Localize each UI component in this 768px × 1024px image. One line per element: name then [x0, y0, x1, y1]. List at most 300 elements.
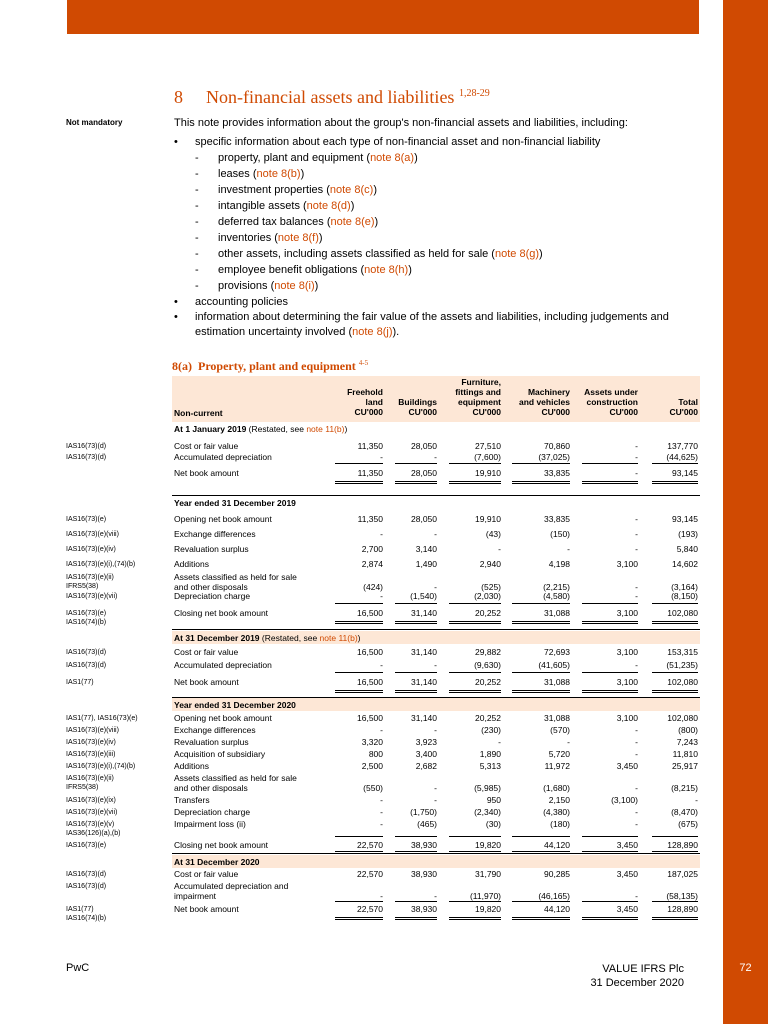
standard-reference: IAS16(73)(e)(iii)	[66, 751, 116, 758]
row-label: Cost or fair value	[174, 869, 239, 879]
rule-line	[449, 621, 501, 622]
table-cell: 31,140	[411, 713, 437, 723]
table-cell: (550)	[363, 783, 383, 793]
table-cell: -	[635, 749, 638, 759]
rule-line	[652, 621, 698, 622]
table-cell: 16,500	[357, 713, 383, 723]
standard-reference: IAS16(73)(d)	[66, 454, 107, 461]
table-cell: (230)	[481, 725, 501, 735]
rule-line	[652, 483, 698, 484]
table-cell: 31,140	[411, 608, 437, 618]
rule-line	[652, 463, 698, 464]
rule-line	[652, 603, 698, 604]
footer-left: PwC	[66, 962, 90, 974]
table-cell: (1,750)	[410, 807, 437, 817]
column-header: Freehold land CU'000	[347, 387, 383, 417]
sub-item: - property, plant and equipment (note 8(a))	[195, 152, 418, 164]
row-label: Revaluation surplus	[174, 544, 249, 554]
table-cell: 3,100	[616, 647, 638, 657]
rule-line	[395, 621, 437, 622]
rule-line	[652, 851, 698, 852]
row-label: Cost or fair value	[174, 441, 239, 451]
bullet-item: • accounting policies	[174, 296, 288, 308]
table-cell: -	[635, 514, 638, 524]
table-cell: (58,135)	[666, 891, 698, 901]
rule-line	[512, 851, 570, 852]
sub-item: - investment properties (note 8(c))	[195, 184, 377, 196]
row-label: Net book amount	[174, 904, 239, 914]
rule-line	[512, 621, 570, 622]
table-cell: 950	[486, 795, 501, 805]
row-label: Accumulated depreciation	[174, 452, 272, 462]
table-cell: 31,088	[544, 608, 570, 618]
row-label: Transfers	[174, 795, 210, 805]
row-label: Exchange differences	[174, 529, 256, 539]
table-cell: 7,243	[676, 737, 698, 747]
table-cell: (41,605)	[538, 660, 570, 670]
standard-reference: IAS1(77) IAS16(74)(b)	[66, 906, 107, 922]
table-cell: -	[380, 819, 383, 829]
page-number: 72	[739, 962, 752, 974]
rule-line	[582, 836, 638, 837]
rule-line	[395, 836, 437, 837]
table-cell: (30)	[485, 819, 501, 829]
row-label: Revaluation surplus	[174, 737, 249, 747]
rule-line	[395, 692, 437, 693]
table-cell: -	[635, 544, 638, 554]
row-label: Closing net book amount	[174, 608, 269, 618]
table-cell: 102,080	[667, 713, 698, 723]
rule-line	[449, 623, 501, 624]
rule-line	[652, 672, 698, 673]
rule-line	[582, 692, 638, 693]
table-cell: 2,500	[361, 761, 383, 771]
rule-line	[449, 690, 501, 691]
table-cell: -	[498, 544, 501, 554]
table-cell: 11,350	[357, 468, 383, 478]
table-cell: 3,450	[616, 840, 638, 850]
table-cell: 3,400	[415, 749, 437, 759]
intro-text: This note provides information about the group's non-financial assets and liabilities, including:	[174, 117, 628, 129]
rule-line	[335, 919, 383, 920]
table-cell: 3,100	[616, 608, 638, 618]
rule-line	[449, 603, 501, 604]
note-link[interactable]: note 11(b)	[319, 633, 358, 643]
margin-note: Not mandatory	[66, 118, 123, 127]
table-cell: 5,840	[676, 544, 698, 554]
sub-item: - deferred tax balances (note 8(e))	[195, 216, 379, 228]
sub-item: - intangible assets (note 8(d))	[195, 200, 355, 212]
table-cell: 2,682	[415, 761, 437, 771]
rule-line	[512, 672, 570, 673]
note-link[interactable]: note 8(i)	[274, 280, 315, 292]
section-heading: At 31 December 2019 (Restated, see note 11(b))	[174, 633, 361, 643]
table-cell: (2,030)	[474, 591, 501, 601]
rule-line	[335, 603, 383, 604]
rule-line	[512, 690, 570, 691]
note-link[interactable]: note 8(e)	[330, 216, 375, 228]
rule-line	[512, 919, 570, 920]
sub-item: - other assets, including assets classified as held for sale (note 8(g))	[195, 248, 543, 260]
table-cell: -	[380, 660, 383, 670]
note-link[interactable]: note 8(c)	[329, 184, 374, 196]
row-label: Accumulated depreciation	[174, 660, 272, 670]
rule-line	[582, 851, 638, 852]
table-cell: -	[635, 807, 638, 817]
rule-line	[335, 483, 383, 484]
standard-reference: IAS16(73)(e)(viii)	[66, 727, 119, 734]
rule-line	[582, 603, 638, 604]
row-label: Assets classified as held for sale and other disposals	[174, 572, 297, 592]
table-cell: 31,140	[411, 677, 437, 687]
standard-reference: IAS16(73)(d)	[66, 871, 107, 878]
title-number: 8	[174, 87, 183, 107]
rule-line	[172, 853, 700, 854]
table-cell: -	[434, 452, 437, 462]
section-heading: At 31 December 2020	[174, 857, 260, 867]
row-label: Opening net book amount	[174, 514, 272, 524]
row-label: Impairment loss (ii)	[174, 819, 246, 829]
standard-reference: IAS16(73)(d)	[66, 662, 107, 669]
table-cell: -	[635, 783, 638, 793]
row-label: Assets classified as held for sale and other disposals	[174, 773, 297, 793]
table-cell: 38,930	[411, 904, 437, 914]
table-cell: 22,570	[357, 904, 383, 914]
table-cell: 1,490	[415, 559, 437, 569]
table-cell: -	[434, 783, 437, 793]
table-cell: 3,923	[415, 737, 437, 747]
standard-reference: IAS16(73)(e)(vii)	[66, 593, 118, 600]
rule-line	[512, 901, 570, 902]
rule-line	[335, 901, 383, 902]
table-cell: 90,285	[544, 869, 570, 879]
standard-reference: IAS16(73)(e) IAS16(74)(b)	[66, 610, 107, 626]
note-link[interactable]: note 8(a)	[370, 152, 415, 164]
table-cell: -	[380, 795, 383, 805]
table-cell: 29,882	[475, 647, 501, 657]
table-cell: 19,820	[475, 904, 501, 914]
rule-line	[449, 901, 501, 902]
rule-line	[582, 901, 638, 902]
row-label: Closing net book amount	[174, 840, 269, 850]
standard-reference: IAS16(73)(e)(ii) IFRS5(38)	[66, 574, 114, 590]
table-cell: (8,150)	[671, 591, 698, 601]
table-cell: -	[635, 468, 638, 478]
table-cell: -	[635, 725, 638, 735]
table-cell: 93,145	[672, 468, 698, 478]
footer-right: VALUE IFRS Plc 31 December 2020	[590, 963, 684, 989]
rule-line	[335, 463, 383, 464]
table-cell: (8,215)	[671, 783, 698, 793]
rule-line	[582, 690, 638, 691]
rule-line	[582, 463, 638, 464]
table-cell: 102,080	[667, 677, 698, 687]
row-label: Additions	[174, 761, 209, 771]
table-cell: 14,602	[672, 559, 698, 569]
rule-line	[395, 917, 437, 918]
table-cell: 2,940	[479, 559, 501, 569]
table-cell: -	[695, 795, 698, 805]
table-cell: -	[380, 891, 383, 901]
bullet-item: • specific information about each type of non-financial asset and non-financial liability	[174, 136, 601, 148]
table-cell: 31,790	[475, 869, 501, 879]
column-header: Buildings CU'000	[398, 397, 437, 417]
table-cell: 4,198	[548, 559, 570, 569]
table-cell: -	[434, 795, 437, 805]
table-cell: 28,050	[411, 514, 437, 524]
column-header: Furniture, fittings and equipment CU'000	[455, 377, 501, 417]
table-cell: 2,874	[361, 559, 383, 569]
table-cell: -	[635, 452, 638, 462]
rule-line	[449, 919, 501, 920]
table-cell: (4,380)	[543, 807, 570, 817]
rule-line	[172, 697, 700, 698]
table-cell: (1,540)	[410, 591, 437, 601]
table-cell: (5,985)	[474, 783, 501, 793]
table-cell: 800	[368, 749, 383, 759]
sub-item: - provisions (note 8(i))	[195, 280, 319, 292]
row-label: Exchange differences	[174, 725, 256, 735]
table-cell: 27,510	[475, 441, 501, 451]
rule-line	[512, 917, 570, 918]
table-cell: 19,910	[475, 514, 501, 524]
standard-reference: IAS16(73)(e)(ix)	[66, 797, 116, 804]
table-cell: 102,080	[667, 608, 698, 618]
note-link[interactable]: note 8(g)	[494, 248, 540, 260]
table-cell: (465)	[417, 819, 437, 829]
table-cell: (9,630)	[474, 660, 501, 670]
rule-line	[652, 917, 698, 918]
rule-line	[512, 483, 570, 484]
table-cell: -	[567, 737, 570, 747]
table-cell: (570)	[550, 725, 570, 735]
sub-item: - employee benefit obligations (note 8(h))	[195, 264, 412, 276]
rule-line	[582, 672, 638, 673]
table-cell: 72,693	[544, 647, 570, 657]
note-link[interactable]: note 8(f)	[277, 232, 319, 244]
rule-line	[449, 851, 501, 852]
row-label: Cost or fair value	[174, 647, 239, 657]
table-cell: 44,120	[544, 904, 570, 914]
rule-line	[582, 483, 638, 484]
table-cell: 20,252	[475, 713, 501, 723]
rule-line	[395, 919, 437, 920]
table-cell: (3,164)	[671, 582, 698, 592]
rule-line	[335, 692, 383, 693]
standard-reference: IAS16(73)(d)	[66, 649, 107, 656]
standard-reference: IAS16(73)(e)	[66, 516, 107, 523]
table-cell: (3,100)	[611, 795, 638, 805]
table-cell: (800)	[678, 725, 698, 735]
table-cell: 16,500	[357, 608, 383, 618]
standard-reference: IAS16(73)(e)(iv)	[66, 739, 116, 746]
table-cell: 19,910	[475, 468, 501, 478]
table-cell: 19,820	[475, 840, 501, 850]
rule-line	[395, 851, 437, 852]
rule-line	[512, 692, 570, 693]
rule-line	[582, 919, 638, 920]
table-cell: (11,970)	[469, 891, 501, 901]
table-cell: 128,890	[667, 840, 698, 850]
table-cell: 3,320	[361, 737, 383, 747]
table-cell: (180)	[550, 819, 570, 829]
table-cell: -	[635, 891, 638, 901]
table-cell: 28,050	[411, 468, 437, 478]
rule-line	[449, 692, 501, 693]
table-cell: 2,700	[361, 544, 383, 554]
table-cell: (37,025)	[538, 452, 570, 462]
table-cell: 22,570	[357, 840, 383, 850]
table-cell: (1,680)	[543, 783, 570, 793]
table-cell: (2,340)	[474, 807, 501, 817]
row-label: Net book amount	[174, 677, 239, 687]
table-cell: -	[635, 819, 638, 829]
table-cell: 33,835	[544, 468, 570, 478]
table-cell: -	[434, 529, 437, 539]
table-cell: 3,100	[616, 559, 638, 569]
table-cell: (4,580)	[543, 591, 570, 601]
rule-line	[652, 919, 698, 920]
table-cell: 20,252	[475, 608, 501, 618]
table-cell: 3,140	[415, 544, 437, 554]
rule-line	[335, 690, 383, 691]
rule-line	[395, 483, 437, 484]
table-cell: (8,470)	[671, 807, 698, 817]
row-label: Acquisition of subsidiary	[174, 749, 266, 759]
table-cell: 187,025	[667, 869, 698, 879]
table-cell: 38,930	[411, 869, 437, 879]
standard-reference: IAS16(73)(e)(vii)	[66, 809, 118, 816]
table-cell: 22,570	[357, 869, 383, 879]
table-cell: -	[380, 807, 383, 817]
row-label: Depreciation charge	[174, 591, 251, 601]
table-cell: -	[635, 582, 638, 592]
rule-line	[172, 629, 700, 630]
rule-line	[395, 603, 437, 604]
title-text: Non-financial assets and liabilities	[206, 87, 455, 107]
bullet-item: • information about determining the fair value of the assets and liabilities, including judgements and estimation uncertainty involved (note 8(j)).	[174, 311, 669, 338]
table-cell: 11,350	[357, 441, 383, 451]
table-cell: -	[380, 591, 383, 601]
rule-line	[395, 623, 437, 624]
table-cell: 3,100	[616, 677, 638, 687]
rule-line	[335, 621, 383, 622]
table-cell: -	[635, 591, 638, 601]
table-cell: 11,972	[544, 761, 570, 771]
table-cell: 1,890	[479, 749, 501, 759]
standard-reference: IAS16(73)(e)(i),(74)(b)	[66, 561, 136, 568]
note-link[interactable]: note 8(d)	[306, 200, 351, 212]
note-link[interactable]: note 8(b)	[256, 168, 301, 180]
rule-line	[335, 672, 383, 673]
table-cell: 16,500	[357, 677, 383, 687]
sub-item: - leases (note 8(b))	[195, 168, 305, 180]
standard-reference: IAS16(73)(e)(iv)	[66, 546, 116, 553]
rule-line	[512, 463, 570, 464]
table-cell: (44,625)	[666, 452, 698, 462]
sub-item: - inventories (note 8(f))	[195, 232, 323, 244]
table-cell: 3,450	[616, 869, 638, 879]
standard-reference: IAS16(73)(e)(viii)	[66, 531, 119, 538]
rule-line	[652, 901, 698, 902]
table-cell: (2,215)	[543, 582, 570, 592]
table-cell: 5,313	[479, 761, 501, 771]
rule-line	[449, 917, 501, 918]
standard-reference: IAS16(73)(e)	[66, 842, 107, 849]
table-cell: 44,120	[544, 840, 570, 850]
row-label: Depreciation charge	[174, 807, 251, 817]
row-label: Additions	[174, 559, 209, 569]
table-cell: -	[635, 529, 638, 539]
table-cell: -	[434, 660, 437, 670]
table-cell: -	[380, 725, 383, 735]
table-cell: (193)	[678, 529, 698, 539]
rule-line	[652, 836, 698, 837]
table-cell: 153,315	[667, 647, 698, 657]
note-link[interactable]: note 11(b)	[306, 424, 345, 434]
table-cell: (150)	[550, 529, 570, 539]
table-cell: (7,600)	[474, 452, 501, 462]
standard-reference: IAS16(73)(d)	[66, 443, 107, 450]
table-cell: -	[635, 737, 638, 747]
row-label: Net book amount	[174, 468, 239, 478]
standard-reference: IAS1(77)	[66, 679, 94, 686]
standard-reference: IAS16(73)(d)	[66, 883, 107, 890]
table-cell: (424)	[363, 582, 383, 592]
column-header: Total CU'000	[669, 397, 698, 417]
table-cell: -	[567, 544, 570, 554]
noncurrent-header: Non-current	[174, 408, 223, 418]
standard-reference: IAS1(77), IAS16(73)(e)	[66, 715, 138, 722]
standard-reference: IAS16(73)(e)(i),(74)(b)	[66, 763, 136, 770]
standard-reference: IAS16(73)(e)(ii) IFRS5(38)	[66, 775, 114, 791]
rule-line	[335, 836, 383, 837]
rule-line	[395, 463, 437, 464]
rule-line	[582, 917, 638, 918]
rule-line	[582, 623, 638, 624]
rule-line	[335, 623, 383, 624]
note-link[interactable]: note 8(h)	[364, 264, 409, 276]
section-heading: Year ended 31 December 2019	[174, 498, 296, 508]
section-heading: At 1 January 2019 (Restated, see note 11(b))	[174, 424, 348, 434]
row-label: Opening net book amount	[174, 713, 272, 723]
section-title: 8(a) Property, plant and equipment $^{4-5}$	[172, 359, 369, 373]
table-cell: 3,100	[616, 713, 638, 723]
rule-line	[652, 623, 698, 624]
column-header: Machinery and vehicles CU'000	[518, 387, 570, 417]
table-cell: 137,770	[667, 441, 698, 451]
note-link[interactable]: note 8(j)	[352, 326, 393, 338]
table-cell: (675)	[678, 819, 698, 829]
table-cell: -	[635, 660, 638, 670]
row-label: Accumulated depreciation and impairment	[174, 881, 289, 901]
table-cell: (43)	[485, 529, 501, 539]
rule-line	[335, 481, 383, 482]
rule-line	[652, 481, 698, 482]
table-cell: 3,450	[616, 761, 638, 771]
rule-line	[395, 901, 437, 902]
rule-line	[449, 836, 501, 837]
rule-line	[582, 481, 638, 482]
table-cell: 11,810	[672, 749, 698, 759]
table-cell: 3,450	[616, 904, 638, 914]
table-cell: (46,165)	[538, 891, 570, 901]
rule-line	[512, 836, 570, 837]
rule-line	[512, 603, 570, 604]
table-cell: 31,088	[544, 677, 570, 687]
rule-line	[395, 672, 437, 673]
table-cell: 5,720	[548, 749, 570, 759]
